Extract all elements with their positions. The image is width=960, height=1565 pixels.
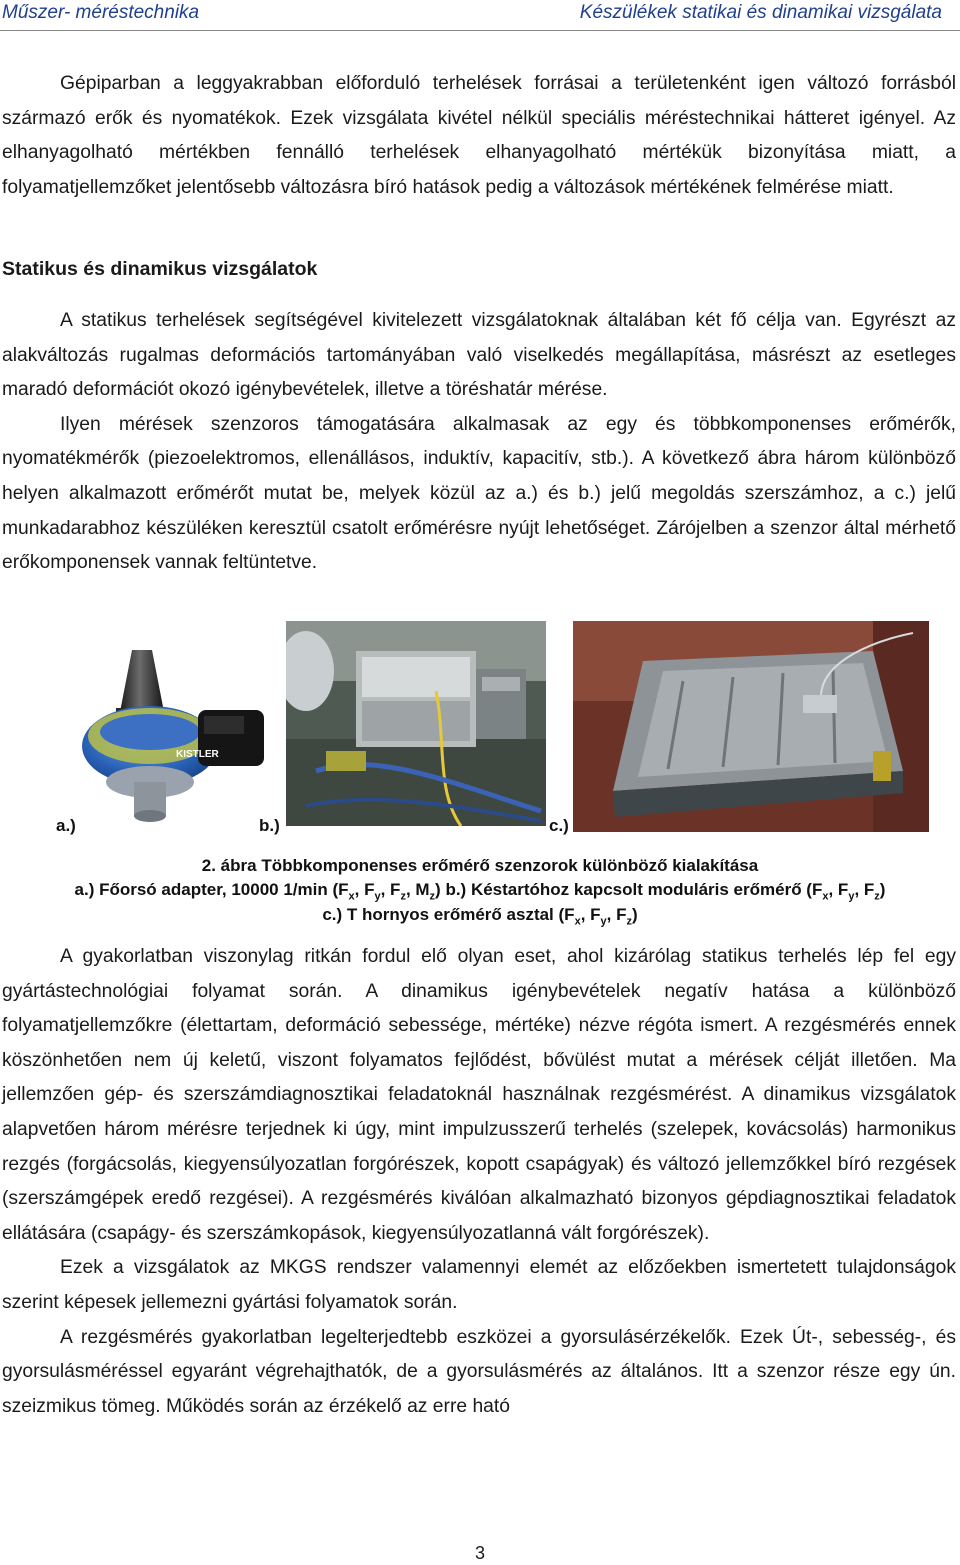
photo-t-slot-table bbox=[573, 621, 929, 832]
dynamic-paragraphs bbox=[2, 940, 956, 1424]
tool-holder-illustration bbox=[286, 621, 546, 826]
dynamic-paragraph-1: A gyakorlatban viszonylag ritkán fordul elő olyan eset, ahol kizárólag statikus terhelés lép fel egy gyártástechnológiai folyamat során. A dinamikus igénybevételek negatív hatása a különböző folyamatjellemzőkre (élettartam, deformáció sebessége, mértéke) nézve régóta ismert. A rezgésmérés ennek köszönhetően nem új keletű, viszont folyamatos fejlődést, bővülést mutat a mérések célját illetően. Ma jellemzően gép- és szerszámdiagnosztikai feladatoknál használnak rezgésmérést. A dinamikus vizsgálatok alapvetően három mérésre terjednek ki úgy, mint impulzusszerű terhelés (szelepek, kovácsolás) harmonikus rezgés (forgácsolás, kiegyensúlyozatlan forgórészek, kopott csapágyak) és változó jellemzőkkel bíró rezgések (szerszámgépek eredő rezgései). A rezgésmérés kiválóan alkalmazható bizonyos gépdiagnosztikai feladatok ellátására (csapágy- és szerszámkopások, kiegyensúlyozatlanná vált forgórészek). bbox=[2, 946, 956, 1244]
dynamic-paragraph-2: Ezek a vizsgálatok az MKGS rendszer valamennyi elemét az előzőekben ismertetett tulajdonságok szerint képesek jellemezni gyártási folyamatok során. bbox=[2, 1257, 956, 1313]
intro-paragraph: Gépiparban a leggyakrabban előforduló terhelések forrásai a területenként igen változó forrásból származó erők és nyomatékok. Ezek vizsgálata kivétel nélkül speciális méréstechnikai hátteret igényel. Az elhanyagolható mértékben fennálló terhelések elhanyagolható mértékük bizonyítása miatt, a folyamatjellemzőket jelentősebb változásra bíró hatások pedig a változások mértékének felmérése miatt. bbox=[2, 73, 956, 198]
figure-caption-title: 2. ábra Többkomponenses erőmérő szenzorok különböző kialakítása bbox=[201, 856, 759, 875]
header-left-title: Műszer- méréstechnika bbox=[2, 2, 200, 23]
photo-tool-holder-sensor bbox=[286, 621, 546, 826]
header-right-title: Készülékek statikai és dinamikai vizsgálata bbox=[579, 2, 942, 23]
figure-label-b: b.) bbox=[259, 816, 280, 835]
caption-b-text: b.) Késtartóhoz kapcsolt moduláris erőmérő (F bbox=[445, 880, 823, 899]
static-paragraphs bbox=[2, 304, 956, 581]
t-slot-table-illustration bbox=[573, 621, 929, 832]
static-paragraph-1: A statikus terhelések segítségével kivitelezett vizsgálatoknak általában két fő célja van. Egyrészt az alakváltozás rugalmas deformációs tartományában való viselkedés megállapítása, másrészt az esetleges maradó deformációt okozó igénybevételek, illetve a töréshatár mérése. bbox=[2, 310, 956, 401]
dynamic-paragraph-3: A rezgésmérés gyakorlatban legelterjedtebb eszközei a gyorsulásérzékelők. Ezek Út-, sebesség-, és gyorsulásméréssel egyaránt végrehajthatók, de a gyorsulásmérés az általános. Itt a szenzor része egy ún. szeizmikus tömeg. Működés során az érzékelő az erre ható bbox=[2, 1326, 956, 1417]
intro-paragraph-block bbox=[2, 67, 956, 205]
spindle-adapter-illustration bbox=[80, 650, 270, 830]
caption-c-text: c.) T hornyos erőmérő asztal (F bbox=[322, 905, 575, 924]
section-heading: Statikus és dinamikus vizsgálatok bbox=[2, 258, 318, 280]
static-paragraph-2: Ilyen mérések szenzoros támogatására alkalmasak az egy és többkomponenses erőmérők, nyomatékmérők (piezoelektromos, ellenállásos, induktív, kapacitív, stb.). A következő ábra három különböző helyen alkalmazott erőmérőt mutat be, melyek közül az a.) és b.) jelű megoldás szerszámhoz, a c.) jelű munkadarabhoz készüléken keresztül csatolt erőmérésre nyújt lehetőséget. Zárójelben a szenzor által mérhető erőkomponensek vannak feltüntetve. bbox=[2, 413, 956, 574]
figure-force-sensors bbox=[0, 615, 960, 840]
brand-label: KISTLER bbox=[176, 749, 219, 760]
page-number: 3 bbox=[474, 1543, 485, 1563]
figure-caption-ab: a.) Főorsó adapter, 10000 1/min ($F_x$, $F_y$, $F_z$, $M_z$) b.) Késtartóhoz kapcsolt moduláris erőmérő ($F_x$, $F_y$, $F_z$) bbox=[74, 880, 886, 903]
figure-caption-c: c.) T hornyos erőmérő asztal ($F_x$, $F_y$, $F_z$) bbox=[322, 905, 638, 928]
figure-label-c: c.) bbox=[549, 816, 569, 835]
photo-spindle-adapter bbox=[80, 650, 270, 830]
page-header bbox=[0, 0, 960, 31]
figure-label-a: a.) bbox=[56, 816, 76, 835]
caption-a-text: a.) Főorsó adapter, 10000 1/min (F bbox=[74, 880, 349, 899]
